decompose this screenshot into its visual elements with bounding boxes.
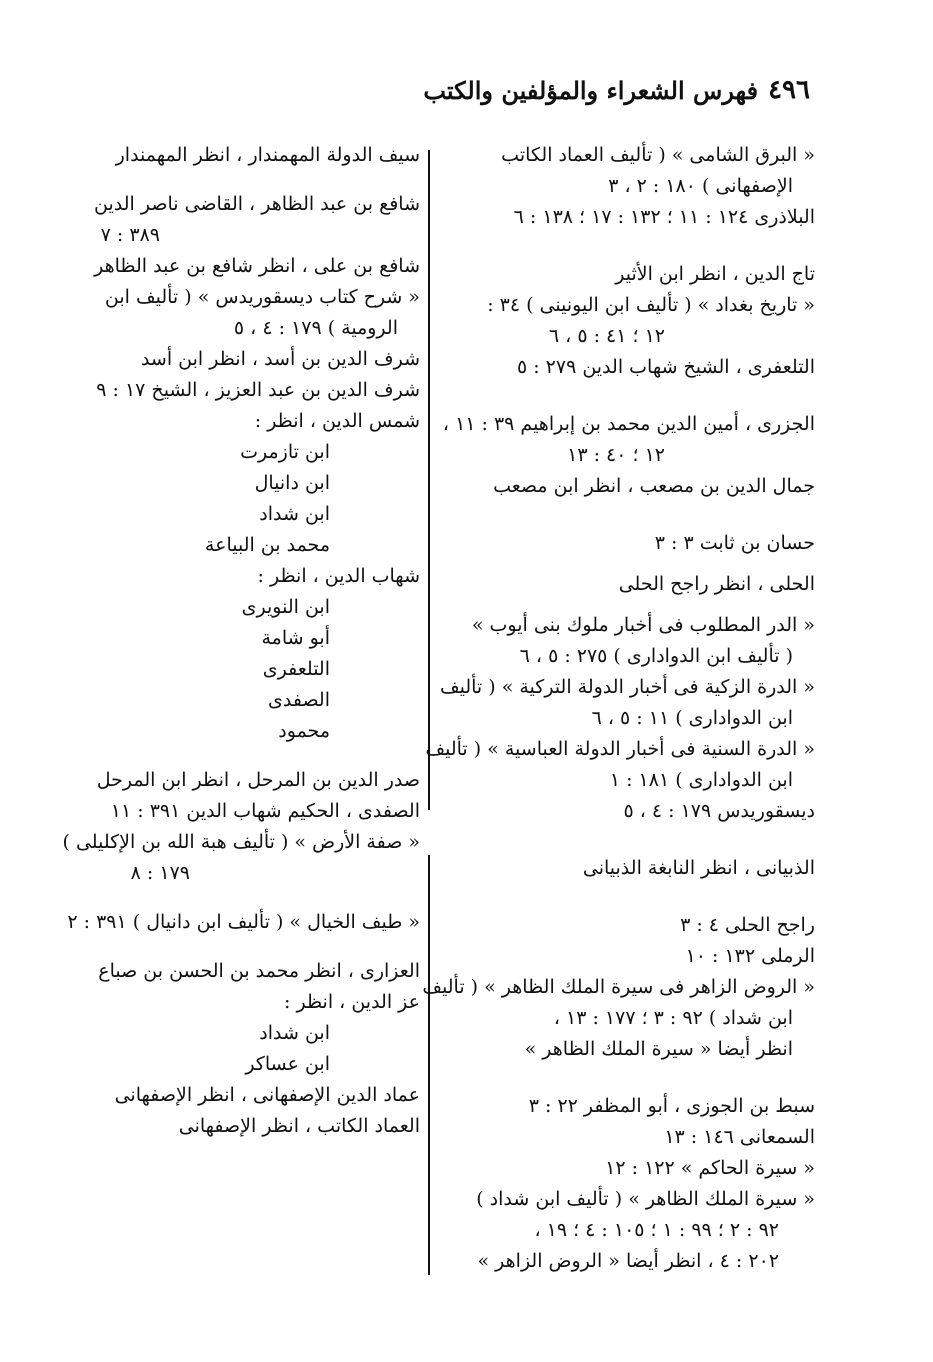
index-entry: البلاذرى ١٢٤ : ١١ ؛ ١٣٢ : ١٧ ؛ ١٣٨ : ٦	[513, 206, 815, 228]
index-entry: راجح الحلى ٤ : ٣	[680, 914, 815, 936]
index-entry: « البرق الشامى » ( تأليف العماد الكاتب	[501, 144, 815, 166]
index-entry: « الدرة السنية فى أخبار الدولة العباسية » ( تأليف	[425, 738, 815, 760]
index-entry-continuation: ابن شداد ) ٩٢ : ٣ ؛ ١٧٧ : ١٣ ،	[553, 1007, 793, 1029]
index-entry: السمعانى ١٤٦ : ١٣	[664, 1126, 815, 1148]
index-entry: شرف الدين بن أسد ، انظر ابن أسد	[140, 348, 420, 370]
index-entry: شافع بن على ، انظر شافع بن عبد الظاهر	[94, 255, 420, 277]
page-header	[330, 74, 810, 106]
index-subentry: ابن شداد	[259, 503, 330, 525]
index-entry-continuation: ١٢ ؛ ٤١ : ٥ ، ٦	[548, 325, 665, 347]
index-entry-continuation: ابن الدوادارى ) ١١ : ٥ ، ٦	[591, 707, 793, 729]
index-subentry: محمود	[278, 720, 330, 742]
index-subentry: التلعفرى	[262, 658, 330, 680]
index-entry: الحلى ، انظر راجح الحلى	[618, 573, 815, 595]
index-entry: تاج الدين ، انظر ابن الأثير	[615, 263, 815, 285]
index-entry-continuation: ٢٠٢ : ٤ ، انظر أيضا « الروض الزاهر »	[477, 1250, 779, 1272]
page-number: ٤٩٦	[768, 75, 810, 105]
column-divider-top	[428, 150, 430, 810]
index-entry: شرف الدين بن عبد العزيز ، الشيخ ١٧ : ٩	[96, 379, 420, 401]
index-entry-continuation: انظر أيضا « سيرة الملك الظاهر »	[524, 1038, 793, 1060]
index-entry: ديسقوريدس ١٧٩ : ٤ ، ٥	[623, 800, 815, 822]
index-entry-continuation: الإصفهانى ) ١٨٠ : ٢ ، ٣	[608, 175, 793, 197]
index-entry: عز الدين ، انظر :	[284, 991, 420, 1013]
index-entry: شافع بن عبد الظاهر ، القاضى ناصر الدين	[94, 193, 420, 215]
index-entry: حسان بن ثابت ٣ : ٣	[654, 532, 815, 554]
index-entry: سبط بن الجوزى ، أبو المظفر ٢٢ : ٣	[528, 1095, 815, 1117]
index-entry: الصفدى ، الحكيم شهاب الدين ٣٩١ : ١١	[110, 800, 420, 822]
index-entry: صدر الدين بن المرحل ، انظر ابن المرحل	[96, 769, 420, 791]
index-entry: « الروض الزاهر فى سيرة الملك الظاهر » ( تأليف	[422, 976, 815, 998]
index-entry: عماد الدين الإصفهانى ، انظر الإصفهانى	[114, 1084, 420, 1106]
index-entry-continuation: ٣٨٩ : ٧	[100, 224, 160, 246]
index-entry: شهاب الدين ، انظر :	[257, 565, 420, 587]
index-entry-continuation: ١٧٩ : ٨	[130, 862, 190, 884]
index-column-right	[422, 140, 815, 1277]
index-subentry: محمد بن البياعة	[204, 534, 330, 556]
index-subentry: ابن تازمرت	[240, 441, 330, 463]
index-entry-continuation: الرومية ) ١٧٩ : ٤ ، ٥	[233, 317, 398, 339]
index-entry: العماد الكاتب ، انظر الإصفهانى	[178, 1115, 420, 1137]
index-entry: « سيرة الحاكم » ١٢٢ : ١٢	[605, 1157, 815, 1179]
index-entry: « الدرة الزكية فى أخبار الدولة التركية » ( تأليف	[439, 676, 815, 698]
index-entry-continuation: ٩٢ : ٢ ؛ ٩٩ : ١ ؛ ١٠٥ : ٤ ؛ ١٩ ،	[534, 1219, 779, 1241]
index-entry: شمس الدين ، انظر :	[254, 410, 420, 432]
index-entry: التلعفرى ، الشيخ شهاب الدين ٢٧٩ : ٥	[516, 356, 815, 378]
index-entry: « الدر المطلوب فى أخبار ملوك بنى أيوب »	[471, 614, 815, 636]
index-entry: « صفة الأرض » ( تأليف هبة الله بن الإكليلى )	[62, 831, 420, 853]
index-subentry: ابن دانيال	[254, 472, 330, 494]
index-subentry: ابن النويرى	[241, 596, 330, 618]
index-entry: الجزرى ، أمين الدين محمد بن إبراهيم ٣٩ : ١١ ،	[442, 413, 815, 435]
index-entry-continuation: ابن الدوادارى ) ١٨١ : ١	[609, 769, 793, 791]
index-entry: « تاريخ بغداد » ( تأليف ابن اليونينى ) ٣٤ :	[487, 294, 815, 316]
page-title: فهرس الشعراء والمؤلفين والكتب	[423, 75, 759, 105]
index-entry: العزارى ، انظر محمد بن الحسن بن صباع	[98, 960, 420, 982]
index-entry: « سيرة الملك الظاهر » ( تأليف ابن شداد )	[476, 1188, 815, 1210]
index-subentry: ابن عساكر	[245, 1053, 330, 1075]
index-subentry: الصفدى	[267, 689, 330, 711]
index-entry-continuation: ١٢ ؛ ٤٠ : ١٣	[567, 444, 665, 466]
index-entry: « شرح كتاب ديسقوريدس » ( تأليف ابن	[104, 286, 420, 308]
index-entry: « طيف الخيال » ( تأليف ابن دانيال ) ٣٩١ : ٢	[67, 911, 420, 933]
index-subentry: أبو شامة	[261, 627, 330, 649]
column-divider-bottom	[428, 855, 430, 1275]
index-entry: سيف الدولة المهمندار ، انظر المهمندار	[115, 144, 420, 166]
index-column-left	[62, 140, 420, 1142]
index-entry: الذبيانى ، انظر النابغة الذبيانى	[582, 857, 815, 879]
index-entry-continuation: ( تأليف ابن الدوادارى ) ٢٧٥ : ٥ ، ٦	[519, 645, 793, 667]
index-entry: جمال الدين بن مصعب ، انظر ابن مصعب	[493, 475, 815, 497]
index-entry: الرملى ١٣٢ : ١٠	[685, 945, 815, 967]
index-subentry: ابن شداد	[259, 1022, 330, 1044]
